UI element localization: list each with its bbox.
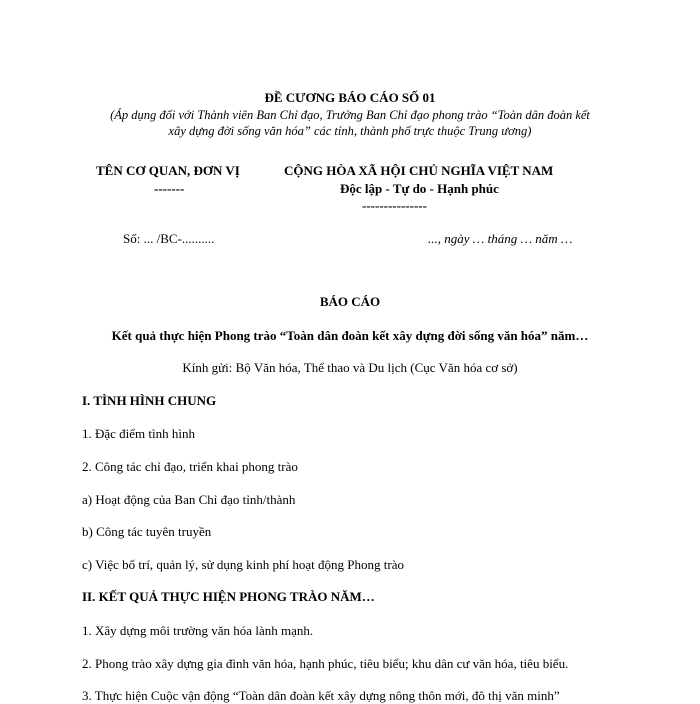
document-date: ..., ngày … tháng … năm … [428, 231, 573, 246]
document-number: Số: ... /BC-.......... [123, 231, 215, 246]
agency-dashes: ------- [154, 181, 185, 196]
section-1-item: a) Hoạt động của Ban Chỉ đạo tỉnh/thành [82, 492, 296, 507]
section-2-heading: II. KẾT QUẢ THỰC HIỆN PHONG TRÀO NĂM… [82, 589, 375, 604]
section-1-heading: I. TÌNH HÌNH CHUNG [82, 393, 217, 408]
section-1-item: b) Công tác tuyên truyền [82, 524, 212, 539]
report-recipient: Kính gửi: Bộ Văn hóa, Thể thao và Du lịch (Cục Văn hóa cơ sở) [182, 360, 518, 375]
section-2-item: 1. Xây dựng môi trường văn hóa lành mạnh. [82, 623, 314, 638]
document-subtitle-line2: xây dựng đời sống văn hóa” các tỉnh, thành phố trực thuộc Trung ương) [168, 124, 532, 138]
agency-name: TÊN CƠ QUAN, ĐƠN VỊ [96, 163, 240, 178]
section-1-item: 2. Công tác chỉ đạo, triển khai phong trào [82, 459, 298, 474]
motto-dashes: --------------- [362, 198, 427, 213]
section-1-item: 1. Đặc điểm tình hình [82, 426, 196, 441]
document-subtitle-line1: (Áp dụng đối với Thành viên Ban Chỉ đạo, Trưởng Ban Chỉ đạo phong trào “Toàn dân đoàn kết [110, 108, 590, 122]
national-motto: Độc lập - Tự do - Hạnh phúc [340, 181, 499, 196]
report-subject: Kết quả thực hiện Phong trào “Toàn dân đoàn kết xây dựng đời sống văn hóa” năm… [111, 328, 589, 343]
report-heading: BÁO CÁO [319, 294, 381, 309]
document-title: ĐỀ CƯƠNG BÁO CÁO SỐ 01 [264, 90, 436, 105]
section-2-item: 3. Thực hiện Cuộc vận động “Toàn dân đoàn kết xây dựng nông thôn mới, đô thị văn minh” [82, 688, 560, 703]
section-1-item: c) Việc bố trí, quản lý, sử dụng kinh phí hoạt động Phong trào [82, 557, 404, 572]
nation-name: CỘNG HÒA XÃ HỘI CHỦ NGHĨA VIỆT NAM [284, 163, 554, 178]
section-2-item: 2. Phong trào xây dựng gia đình văn hóa, hạnh phúc, tiêu biểu; khu dân cư văn hóa, tiêu biểu. [82, 656, 569, 671]
